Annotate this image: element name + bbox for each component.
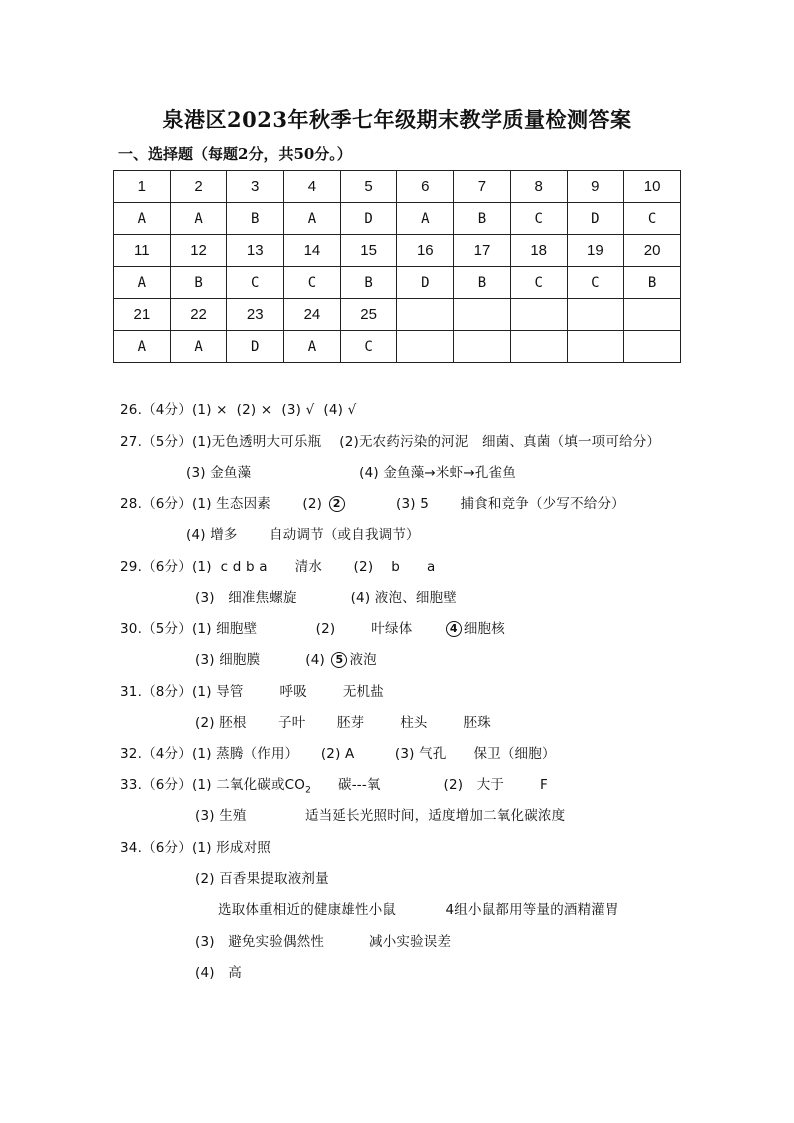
question-number-cell: 12 (170, 235, 227, 267)
table-row (114, 331, 681, 363)
answer-q30-part4: 液泡 (349, 652, 377, 668)
answer-q33-line2: (3) 生殖 适当延长光照时间，适度增加二氧化碳浓度 (195, 808, 566, 824)
answer-q30-part1: 30.（5分）(1) 细胞壁 (2) 叶绿体 (120, 621, 444, 637)
answer-q31-line2: (2) 胚根 子叶 胚芽 柱头 胚珠 (195, 715, 491, 731)
table-row (114, 203, 681, 235)
question-number-cell: 14 (284, 235, 341, 267)
answer-letter-cell: A (114, 267, 171, 299)
answer-q30-part3: (3) 细胞膜 (4) (195, 652, 330, 668)
answer-q28-line2: (4) 增多 自动调节（或自我调节） (186, 527, 420, 543)
answer-letter-cell (567, 331, 624, 363)
answer-letter-cell: C (340, 331, 397, 363)
answer-q33-part1: 33.（6分）(1) 二氧化碳或CO (120, 777, 306, 793)
answer-letter-cell: B (454, 203, 511, 235)
answer-q34-line2: (2) 百香果提取液剂量 (195, 871, 329, 887)
question-number-cell: 9 (567, 171, 624, 203)
answer-q28-line1 (120, 492, 625, 512)
question-number-cell: 13 (227, 235, 284, 267)
answer-letter-cell: B (227, 203, 284, 235)
answer-letter-cell: C (227, 267, 284, 299)
section-heading-choice: 一、选择题（每题2分，共50分。） (118, 145, 352, 163)
circled-number: 4 (446, 621, 462, 637)
question-number-cell (510, 299, 567, 331)
question-number-cell: 17 (454, 235, 511, 267)
answer-q34-line3: 选取体重相近的健康雄性小鼠 4组小鼠都用等量的酒精灌胃 (218, 902, 619, 918)
question-number-cell: 24 (284, 299, 341, 331)
answer-q27-line2: (3) 金鱼藻 (4) 金鱼藻→米虾→孔雀鱼 (186, 465, 516, 481)
question-number-cell: 18 (510, 235, 567, 267)
answer-letter-cell (454, 331, 511, 363)
question-number-cell: 2 (170, 171, 227, 203)
answer-letter-cell: B (170, 267, 227, 299)
answer-q33-part2: 碳---氧 (2) 大于 F (311, 777, 548, 793)
question-number-cell: 6 (397, 171, 454, 203)
answer-q31-line1: 31.（8分）(1) 导管 呼吸 无机盐 (120, 684, 384, 700)
answer-q29-line1: 29.（6分）(1) c d b a 清水 (2) b a (120, 559, 436, 575)
answer-q27-line1: 27.（5分）(1)无色透明大可乐瓶 (2)无农药污染的河泥 细菌、真菌（填一项可给分） (120, 434, 661, 450)
answer-letter-cell (624, 331, 681, 363)
answer-letter-cell: C (510, 267, 567, 299)
question-number-cell: 15 (340, 235, 397, 267)
question-number-cell: 22 (170, 299, 227, 331)
answer-q26: 26.（4分）(1) × (2) × (3) √ (4) √ (120, 402, 357, 418)
answer-letter-cell (397, 331, 454, 363)
answer-q30-line1 (120, 617, 505, 637)
answer-letter-cell: B (624, 267, 681, 299)
answer-q32: 32.（4分）(1) 蒸腾（作用） (2) A (3) 气孔 保卫（细胞） (120, 746, 556, 762)
subscript-2: 2 (305, 785, 312, 796)
question-number-cell: 21 (114, 299, 171, 331)
question-number-cell: 19 (567, 235, 624, 267)
answer-letter-cell (510, 331, 567, 363)
circled-number: 2 (329, 496, 345, 512)
answer-letter-cell: A (397, 203, 454, 235)
answer-letter-cell: D (397, 267, 454, 299)
answer-letter-cell: A (170, 203, 227, 235)
answer-letter-cell: D (340, 203, 397, 235)
question-number-cell (454, 299, 511, 331)
answer-q34-line4: (3) 避免实验偶然性 减小实验误差 (195, 934, 452, 950)
answer-letter-cell: D (567, 203, 624, 235)
question-number-cell: 16 (397, 235, 454, 267)
question-number-cell (624, 299, 681, 331)
answer-q28-part2: (3) 5 捕食和竞争（少写不给分） (346, 496, 625, 512)
answer-letter-cell: A (170, 331, 227, 363)
answer-q30-part2: 细胞核 (463, 621, 505, 637)
answer-q28-part1: 28.（6分）(1) 生态因素 (2) (120, 496, 323, 512)
answer-letter-cell: A (284, 331, 341, 363)
question-number-cell: 23 (227, 299, 284, 331)
question-number-cell: 7 (454, 171, 511, 203)
answer-letter-cell: C (624, 203, 681, 235)
table-row (114, 235, 681, 267)
answer-q33-line1 (120, 773, 548, 796)
question-number-cell: 8 (510, 171, 567, 203)
table-row (114, 299, 681, 331)
question-number-cell: 1 (114, 171, 171, 203)
answer-letter-cell: A (114, 331, 171, 363)
answer-letter-cell: A (284, 203, 341, 235)
answer-letter-cell: C (567, 267, 624, 299)
table-row (114, 267, 681, 299)
answer-letter-cell: B (454, 267, 511, 299)
answer-letter-cell: B (340, 267, 397, 299)
circled-number: 5 (331, 652, 347, 668)
answer-q30-line2 (195, 648, 377, 668)
question-number-cell: 10 (624, 171, 681, 203)
question-number-cell: 11 (114, 235, 171, 267)
answer-letter-cell: A (114, 203, 171, 235)
answer-q29-line2: (3) 细准焦螺旋 (4) 液泡、细胞壁 (195, 590, 458, 606)
question-number-cell: 25 (340, 299, 397, 331)
question-number-cell: 20 (624, 235, 681, 267)
question-number-cell: 3 (227, 171, 284, 203)
question-number-cell (567, 299, 624, 331)
question-number-cell: 5 (340, 171, 397, 203)
answer-table (113, 170, 681, 363)
answer-letter-cell: C (284, 267, 341, 299)
answer-letter-cell: C (510, 203, 567, 235)
page-title: 泉港区2023年秋季七年级期末教学质量检测答案 (162, 107, 632, 132)
question-number-cell (397, 299, 454, 331)
answer-q34-line1: 34.（6分）(1) 形成对照 (120, 840, 271, 856)
answer-letter-cell: D (227, 331, 284, 363)
table-row (114, 171, 681, 203)
answer-q34-line5: (4) 高 (195, 965, 242, 981)
question-number-cell: 4 (284, 171, 341, 203)
